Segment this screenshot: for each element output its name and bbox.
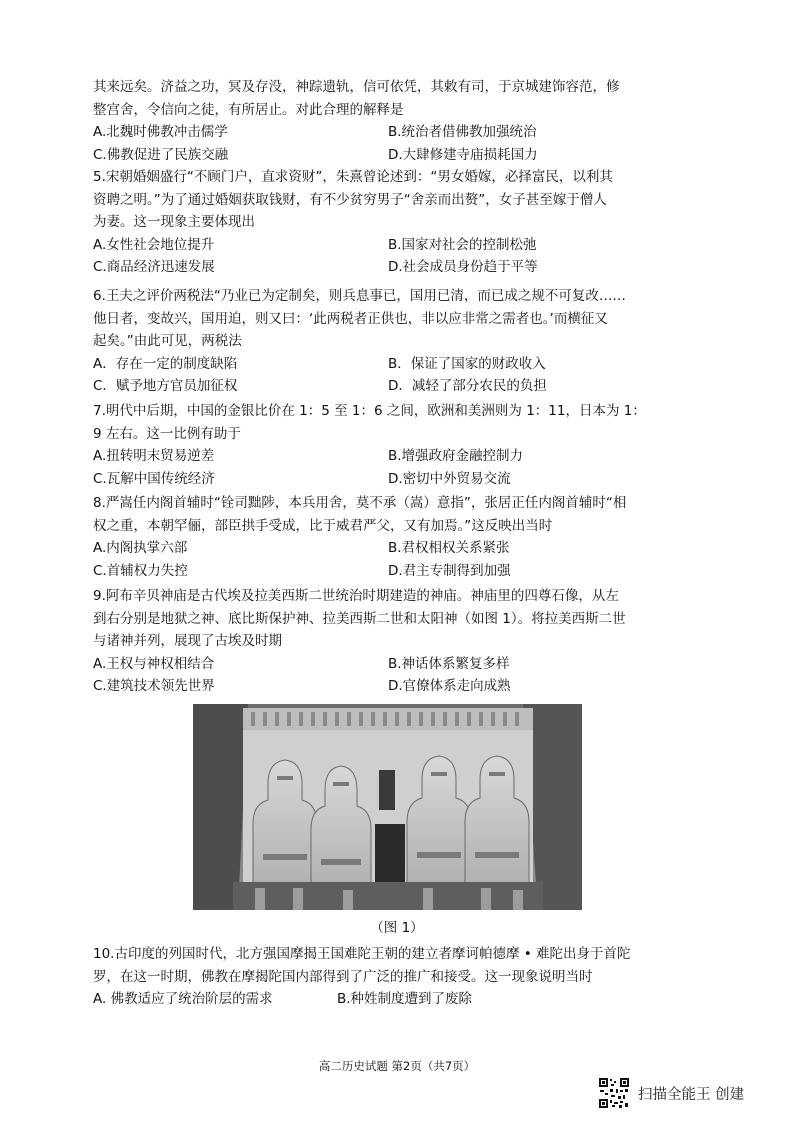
option-row xyxy=(93,445,693,468)
option-b: B.种姓制度遭到了废除 xyxy=(337,991,473,1007)
stem-line: 为妻。这一现象主要体现出 xyxy=(93,214,255,230)
option-row xyxy=(93,560,693,583)
question-5 xyxy=(93,166,693,279)
option-d: D.大肆修建寺庙损耗国力 xyxy=(388,146,538,163)
option-b: B.增强政府金融控制力 xyxy=(388,448,524,464)
option-b: B.君权相权关系紧张 xyxy=(388,540,510,556)
option-row xyxy=(93,537,693,560)
question-7 xyxy=(93,400,693,490)
stem-line: 7.明代中后期，中国的金银比价在 1：5 至 1：6 之间，欧洲和美洲则为 1：11，日本为 1： xyxy=(93,403,646,419)
question-4-continuation xyxy=(93,76,693,166)
option-b: B.国家对社会的控制松弛 xyxy=(388,236,537,253)
option-a: A.王权与神权相结合 xyxy=(93,655,215,672)
option-c: C.佛教促进了民族交融 xyxy=(93,146,229,163)
option-a: A.北魏时佛教冲击儒学 xyxy=(93,124,228,140)
option-b: B．保证了国家的财政收入 xyxy=(388,355,546,372)
option-c: C.商品经济迅速发展 xyxy=(93,259,215,275)
option-d: D.君主专制得到加强 xyxy=(388,562,511,579)
option-b: B.统治者借佛教加强统治 xyxy=(388,124,537,140)
option-d: D.官僚体系走向成熟 xyxy=(388,678,511,694)
option-row xyxy=(93,234,693,257)
question-10 xyxy=(93,943,693,1011)
option-c: C．赋予地方官员加征权 xyxy=(93,378,238,394)
option-row xyxy=(93,256,693,279)
stem-line: 整宫舍，令信向之徒，有所居止。对此合理的解释是 xyxy=(93,101,404,118)
stem-line: 6.王夫之评价两税法“乃业已为定制矣，则兵息事已，国用已清，而已成之规不可复改…… xyxy=(93,288,626,304)
stem-line: 8.严嵩任内阁首辅时“铨司黜陟，本兵用舍，莫不承（嵩）意指”，张居正任内阁首辅时“相 xyxy=(93,495,627,511)
stem-line: 与诸神并列，展现了古埃及时期 xyxy=(93,633,282,649)
option-b: B.神话体系繁复多样 xyxy=(388,655,510,672)
option-a: A.女性社会地位提升 xyxy=(93,236,215,253)
option-row xyxy=(93,121,693,144)
stem-line: 资聘之明。”为了通过婚姻获取钱财，有不少贫穷男子“舍亲而出赘”，女子甚至嫁于僧人 xyxy=(93,191,607,208)
option-c: C.建筑技术领先世界 xyxy=(93,678,215,694)
stem-line: 5.宋朝婚姻盛行“不顾门户，直求资财”，朱熹曾论述到：“男女婚嫁，必择富民，以利其 xyxy=(93,169,613,185)
scanner-watermark xyxy=(598,1074,744,1112)
figure-caption: （图 1） xyxy=(370,920,424,936)
option-row xyxy=(93,375,693,398)
stem-line: 到右分别是地狱之神、底比斯保护神、拉美西斯二世和太阳神（如图 1）。将拉美西斯二世 xyxy=(93,610,626,627)
question-6 xyxy=(93,285,693,398)
temple-photo xyxy=(193,704,582,910)
option-c: C.首辅权力失控 xyxy=(93,562,188,579)
option-row xyxy=(93,653,693,676)
qr-code-icon xyxy=(598,1077,630,1109)
option-d: D.社会成员身份趋于平等 xyxy=(388,259,538,275)
stem-line: 权之重，本朝罕俪，部臣拱手受成，比于威君严父，又有加焉。”这反映出当时 xyxy=(93,517,553,534)
option-d: D．减轻了部分农民的负担 xyxy=(388,378,547,394)
option-row xyxy=(93,144,693,167)
option-a: A. 佛教适应了统治阶层的需求 xyxy=(93,991,273,1007)
stem-line: 他日者，变故兴，国用迫，则又曰：‘此两税者正供也，非以应非常之需者也。’而横征又 xyxy=(93,310,608,327)
option-a: A.扭转明末贸易逆差 xyxy=(93,448,215,464)
question-8 xyxy=(93,492,693,582)
watermark-text: 扫描全能王 创建 xyxy=(638,1086,745,1103)
stem-line: 9.阿布辛贝神庙是古代埃及拉美西斯二世统治时期建造的神庙。神庙里的四尊石像，从左 xyxy=(93,588,619,604)
stem-line: 10.古印度的列国时代，北方强国摩揭王国难陀王朝的建立者摩诃帕德摩 • 难陀出身于首陀 xyxy=(93,946,631,962)
stem-line: 罗，在这一时期，佛教在摩揭陀国内部得到了广泛的推广和接受。这一现象说明当时 xyxy=(93,968,593,985)
option-a: A．存在一定的制度缺陷 xyxy=(93,355,238,372)
option-row xyxy=(93,468,693,491)
option-row xyxy=(93,988,693,1011)
page-footer: 高二历史试题 第2页（共7页） xyxy=(318,1059,476,1073)
stem-line: 其来远矣。济益之功，冥及存没，神踪遗轨，信可依凭，其敕有司，于京城建饰容范，修 xyxy=(93,79,620,95)
option-a: A.内阁执掌六部 xyxy=(93,540,188,556)
option-row xyxy=(93,675,693,698)
option-row xyxy=(93,353,693,376)
question-9 xyxy=(93,585,693,698)
stem-line: 起矣。”由此可见，两税法 xyxy=(93,333,242,349)
option-d: D.密切中外贸易交流 xyxy=(388,470,511,487)
stem-line: 9 左右。这一比例有助于 xyxy=(93,425,241,442)
option-c: C.瓦解中国传统经济 xyxy=(93,470,215,487)
